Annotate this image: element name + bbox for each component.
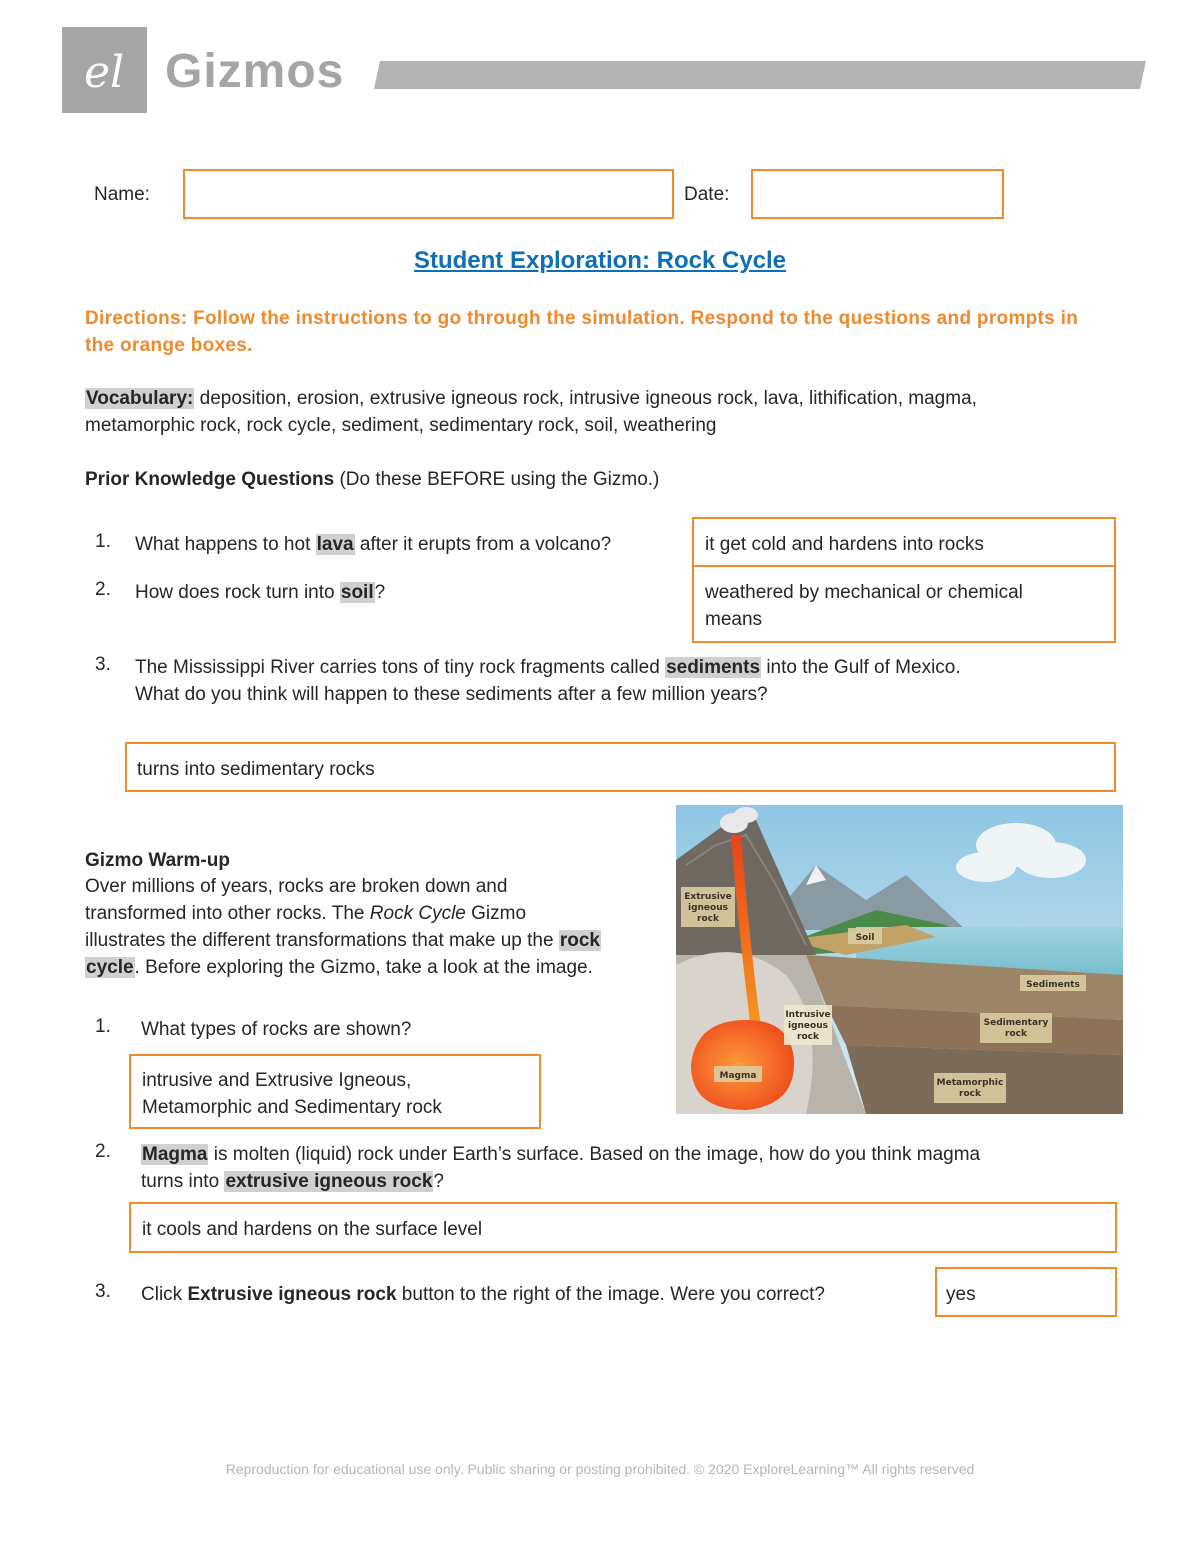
label-sedimentary-l1: Sedimentary xyxy=(983,1018,1049,1028)
keyword-magma: Magma xyxy=(142,1144,208,1165)
wq1-answer-l1: intrusive and Extrusive Igneous, xyxy=(142,1070,412,1091)
prior-knowledge-heading xyxy=(85,466,659,493)
q1-post: after it erupts from a volcano? xyxy=(354,534,612,555)
prior-q3-answer-box[interactable] xyxy=(125,742,1116,792)
label-extrusive-l2: igneous xyxy=(688,903,728,913)
q2-answer-l2: means xyxy=(705,609,763,630)
q2-pre: How does rock turn into xyxy=(135,582,340,603)
prior-q3-answer: turns into sedimentary rocks xyxy=(137,759,375,780)
warmup-l1: Over millions of years, rocks are broken down and xyxy=(85,876,508,897)
prior-heading-text: Prior Knowledge Questions xyxy=(85,469,335,490)
warmup-q3-number: 3. xyxy=(95,1281,111,1302)
svg-text:el: el xyxy=(83,47,125,98)
prior-q3-number: 3. xyxy=(95,654,111,675)
footer-copyright: Reproduction for educational use only. Public sharing or posting prohibited. © 2020 ExploreLearning™ All rights reserved xyxy=(225,1461,975,1477)
label-sedimentary-l2: rock xyxy=(1005,1029,1027,1039)
name-label: Name: xyxy=(94,184,150,205)
brand-name: Gizmos xyxy=(165,45,345,98)
keyword-sediments: sediments xyxy=(666,657,761,678)
warmup-q2-answer: it cools and hardens on the surface level xyxy=(142,1219,483,1240)
warmup-paragraph xyxy=(85,873,675,981)
vocabulary xyxy=(85,385,1125,439)
label-metamorphic-l1: Metamorphic xyxy=(936,1078,1004,1088)
warmup-q1-answer-box[interactable] xyxy=(129,1054,541,1129)
keyword-rock: rock xyxy=(559,930,600,951)
prior-q2-answer-box[interactable] xyxy=(692,565,1116,643)
warmup-l2-pre: transformed into other rocks. The xyxy=(85,903,370,924)
warmup-q1-text: What types of rocks are shown? xyxy=(141,1019,412,1040)
q3-line2: What do you think will happen to these sediments after a few million years? xyxy=(135,684,768,705)
warmup-l2-post: Gizmo xyxy=(465,903,527,924)
header-bar xyxy=(374,61,1146,89)
prior-q2-text xyxy=(135,579,385,606)
warmup-heading: Gizmo Warm-up xyxy=(85,850,230,871)
prior-q3-text xyxy=(135,654,1125,708)
wq3-bold: Extrusive igneous rock xyxy=(187,1284,397,1305)
warmup-q3-answer-box[interactable] xyxy=(935,1267,1117,1317)
vocabulary-line1: deposition, erosion, extrusive igneous rock, intrusive igneous rock, lava, lithification, magma, xyxy=(199,388,977,409)
label-extrusive-l3: rock xyxy=(697,914,719,924)
name-field[interactable] xyxy=(183,169,674,219)
q3-post: into the Gulf of Mexico. xyxy=(761,657,961,678)
label-extrusive-l1: Extrusive xyxy=(684,892,732,902)
rock-cycle-diagram xyxy=(676,805,1123,1114)
warmup-l3-pre: illustrates the different transformations that make up the xyxy=(85,930,559,951)
prior-q2-answer xyxy=(705,579,1023,633)
wq2-mid: is molten (liquid) rock under Earth’s surface. Based on the image, how do you think magma xyxy=(208,1144,981,1165)
warmup-q1-number: 1. xyxy=(95,1016,111,1037)
prior-q1-text xyxy=(135,531,611,558)
label-metamorphic-l2: rock xyxy=(959,1089,981,1099)
prior-q2-number: 2. xyxy=(95,579,111,600)
keyword-extrusive-igneous-rock: extrusive igneous rock xyxy=(225,1171,433,1192)
warmup-q2-text xyxy=(141,1141,1131,1195)
prior-q1-number: 1. xyxy=(95,531,111,552)
directions: Directions: Follow the instructions to go through the simulation. Respond to the questions and prompts in the orange boxes. xyxy=(85,308,1079,356)
warmup-q2-answer-box[interactable] xyxy=(129,1202,1117,1253)
wq3-post: button to the right of the image. Were you correct? xyxy=(396,1284,825,1305)
wq2-line2-post: ? xyxy=(433,1171,444,1192)
page-title: Student Exploration: Rock Cycle xyxy=(413,247,787,274)
q2-answer-l1: weathered by mechanical or chemical xyxy=(705,582,1023,603)
q1-pre: What happens to hot xyxy=(135,534,316,555)
vocabulary-label: Vocabulary: xyxy=(86,388,194,409)
label-intrusive-l3: rock xyxy=(797,1032,819,1042)
warmup-l4-post: . Before exploring the Gizmo, take a look at the image. xyxy=(134,957,593,978)
keyword-soil: soil xyxy=(340,582,374,603)
date-field[interactable] xyxy=(751,169,1004,219)
q2-post: ? xyxy=(374,582,386,603)
label-intrusive-l1: Intrusive xyxy=(785,1010,831,1020)
warmup-q1-answer xyxy=(142,1067,442,1121)
date-label: Date: xyxy=(684,184,730,205)
warmup-l2-em: Rock Cycle xyxy=(369,903,466,924)
label-sediments: Sediments xyxy=(1026,980,1080,990)
warmup-q2-number: 2. xyxy=(95,1141,111,1162)
prior-q1-answer: it get cold and hardens into rocks xyxy=(705,534,984,555)
prior-note: (Do these BEFORE using the Gizmo.) xyxy=(339,469,660,490)
label-magma: Magma xyxy=(719,1071,757,1081)
explorelearning-logo-icon xyxy=(62,27,147,113)
gizmos-logo xyxy=(62,27,147,113)
warmup-q3-text xyxy=(141,1281,825,1308)
label-intrusive-l2: igneous xyxy=(788,1021,828,1031)
wq1-answer-l2: Metamorphic and Sedimentary rock xyxy=(142,1097,442,1118)
keyword-lava: lava xyxy=(316,534,354,555)
keyword-cycle: cycle xyxy=(86,957,134,978)
vocabulary-line2: metamorphic rock, rock cycle, sediment, sedimentary rock, soil, weathering xyxy=(85,415,717,436)
q3-pre: The Mississippi River carries tons of tiny rock fragments called xyxy=(135,657,666,678)
warmup-q3-answer: yes xyxy=(946,1284,976,1305)
prior-q1-answer-box[interactable] xyxy=(692,517,1116,567)
label-soil: Soil xyxy=(855,933,875,943)
wq3-pre: Click xyxy=(141,1284,188,1305)
wq2-line2-pre: turns into xyxy=(141,1171,225,1192)
